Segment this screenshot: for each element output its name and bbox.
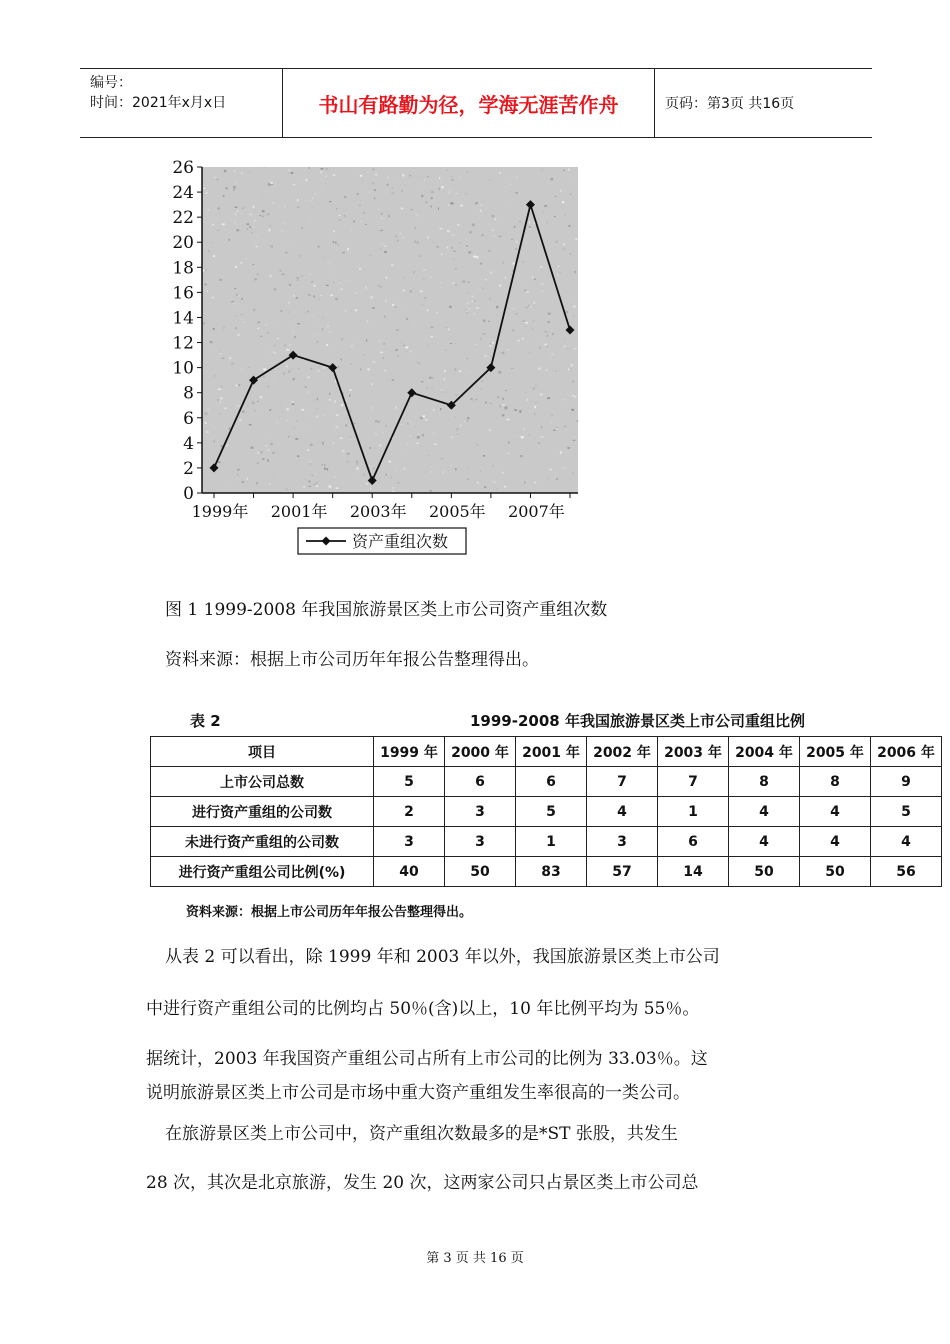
table-row	[151, 797, 942, 827]
y-tick-label: 2	[183, 458, 194, 479]
figure-source: 资料来源：根据上市公司历年年报公告整理得出。	[165, 650, 539, 670]
y-tick-label: 6	[183, 408, 194, 429]
table-row-label: 进行资产重组的公司数	[151, 797, 374, 827]
page-footer: 第 3 页 共 16 页	[426, 1251, 524, 1266]
table-cell: 50	[800, 857, 871, 887]
y-tick-label: 18	[172, 258, 194, 279]
y-tick-label: 8	[183, 383, 194, 404]
header-meta	[80, 69, 283, 137]
table-cell: 8	[729, 767, 800, 797]
table-header-cell: 2002 年	[587, 737, 658, 767]
table-header-cell: 2004 年	[729, 737, 800, 767]
y-tick-label: 14	[172, 308, 194, 329]
table-cell: 4	[587, 797, 658, 827]
table-cell: 1	[516, 827, 587, 857]
table-header-cell: 2000 年	[445, 737, 516, 767]
table-header-row	[151, 737, 942, 767]
table-cell: 9	[871, 767, 942, 797]
header-motto: 书山有路勤为径，学海无涯苦作舟	[283, 69, 655, 137]
table-header-cell: 2001 年	[516, 737, 587, 767]
paragraph-line: 中进行资产重组公司的比例均占 50％(含)以上，10 年比例平均为 55％。	[146, 999, 700, 1019]
table-row-label: 进行资产重组公司比例(%)	[151, 857, 374, 887]
x-tick-label: 1999年	[191, 502, 249, 521]
table-cell: 6	[658, 827, 729, 857]
y-tick-label: 24	[172, 183, 194, 204]
table-cell: 3	[587, 827, 658, 857]
table-cell: 4	[871, 827, 942, 857]
table-cell: 14	[658, 857, 729, 887]
legend-label: 资产重组次数	[352, 532, 449, 551]
table-cell: 6	[516, 767, 587, 797]
table-header-cell: 项目	[151, 737, 374, 767]
x-tick-label: 2001年	[270, 502, 328, 521]
table-label: 表 2	[190, 712, 221, 730]
figure-caption: 图 1 1999-2008 年我国旅游景区类上市公司资产重组次数	[165, 600, 608, 620]
paragraph-line: 在旅游景区类上市公司中，资产重组次数最多的是*ST 张股，共发生	[165, 1124, 678, 1144]
table-header-cell: 2006 年	[871, 737, 942, 767]
table-row-label: 上市公司总数	[151, 767, 374, 797]
x-tick-label: 2005年	[428, 502, 486, 521]
y-tick-label: 10	[172, 358, 194, 379]
table-cell: 50	[445, 857, 516, 887]
table-cell: 40	[374, 857, 445, 887]
table-row	[151, 827, 942, 857]
header-number: 编号：	[90, 75, 132, 91]
table-cell: 3	[374, 827, 445, 857]
ratio-table	[150, 736, 942, 887]
y-tick-label: 26	[172, 158, 194, 178]
table-title: 1999-2008 年我国旅游景区类上市公司重组比例	[470, 712, 805, 730]
table-cell: 2	[374, 797, 445, 827]
plot-background	[202, 167, 578, 493]
table-cell: 57	[587, 857, 658, 887]
header-time: 时间：2021年x月x日	[90, 95, 227, 111]
table-cell: 6	[445, 767, 516, 797]
page-header	[80, 68, 872, 138]
x-tick-label: 2007年	[508, 502, 565, 521]
table-cell: 8	[800, 767, 871, 797]
table-header-cell: 2005 年	[800, 737, 871, 767]
table-source: 资料来源：根据上市公司历年年报公告整理得出。	[186, 905, 473, 920]
x-tick-label: 2003年	[349, 502, 407, 521]
paragraph-line: 据统计，2003 年我国资产重组公司占所有上市公司的比例为 33.03％。这	[146, 1049, 708, 1069]
header-page-number: 页码：第3页 共16页	[665, 96, 795, 112]
table-header-cell: 1999 年	[374, 737, 445, 767]
table-cell: 56	[871, 857, 942, 887]
table-row	[151, 767, 942, 797]
chart-svg	[160, 155, 590, 565]
table-cell: 7	[658, 767, 729, 797]
table-cell: 5	[871, 797, 942, 827]
table-cell: 5	[516, 797, 587, 827]
y-tick-label: 4	[183, 433, 194, 454]
y-tick-label: 20	[172, 233, 194, 254]
table-row	[151, 857, 942, 887]
table-cell: 4	[800, 827, 871, 857]
y-tick-label: 0	[183, 484, 194, 504]
y-tick-label: 16	[172, 283, 194, 304]
table-cell: 83	[516, 857, 587, 887]
table-header-cell: 2003 年	[658, 737, 729, 767]
table-cell: 4	[729, 797, 800, 827]
table-cell: 4	[800, 797, 871, 827]
line-chart	[160, 155, 590, 565]
paragraph-line: 说明旅游景区类上市公司是市场中重大资产重组发生率很高的一类公司。	[146, 1083, 690, 1103]
table-cell: 3	[445, 827, 516, 857]
table-cell: 4	[729, 827, 800, 857]
paragraph-line: 从表 2 可以看出，除 1999 年和 2003 年以外，我国旅游景区类上市公司	[165, 947, 720, 967]
y-tick-label: 12	[172, 333, 194, 354]
table-cell: 5	[374, 767, 445, 797]
y-tick-label: 22	[172, 208, 194, 229]
paragraph-line: 28 次，其次是北京旅游，发生 20 次，这两家公司只占景区类上市公司总	[146, 1173, 699, 1193]
table-cell: 3	[445, 797, 516, 827]
table-row-label: 未进行资产重组的公司数	[151, 827, 374, 857]
table-cell: 7	[587, 767, 658, 797]
table-cell: 1	[658, 797, 729, 827]
table-cell: 50	[729, 857, 800, 887]
